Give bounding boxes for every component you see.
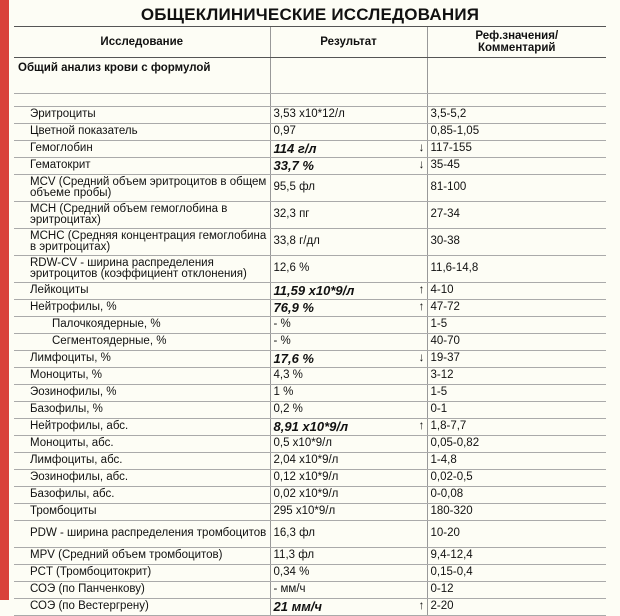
test-name: Моноциты, абс. <box>14 436 270 453</box>
red-accent-bar <box>0 0 9 600</box>
test-result: 33,7 % <box>273 158 314 174</box>
table-row <box>14 175 606 202</box>
table-row <box>14 300 606 317</box>
test-name: Гематокрит <box>14 158 270 175</box>
test-result: 114 г/л <box>273 141 317 157</box>
test-result-cell <box>270 419 427 436</box>
test-result-cell <box>270 402 427 419</box>
test-name: Палочкоядерные, % <box>14 317 270 334</box>
test-result-cell <box>270 599 427 616</box>
test-name: Эритроциты <box>14 107 270 124</box>
reference-range: 35-45 <box>427 158 606 175</box>
reference-range: 117-155 <box>427 141 606 158</box>
reference-range: 0,15-0,4 <box>427 565 606 582</box>
table-row <box>14 283 606 300</box>
table-row <box>14 317 606 334</box>
table-row <box>14 436 606 453</box>
test-name: СОЭ (по Вестергрену) <box>14 599 270 616</box>
test-result: 0,34 % <box>273 566 310 579</box>
reference-range: 81-100 <box>427 175 606 202</box>
test-name: СОЭ (по Панченкову) <box>14 582 270 599</box>
arrow-up-icon: ↑ <box>418 282 425 296</box>
test-result-cell <box>270 175 427 202</box>
table-row <box>14 548 606 565</box>
test-result: 17,6 % <box>273 351 314 367</box>
reference-range: 0-12 <box>427 582 606 599</box>
reference-range: 0-1 <box>427 402 606 419</box>
table-row <box>14 470 606 487</box>
reference-range: 40-70 <box>427 334 606 351</box>
test-result: 4,3 % <box>273 369 303 382</box>
spacer-row <box>14 94 606 107</box>
header-reference: Реф.значения/ Комментарий <box>427 27 606 58</box>
test-result: 21 мм/ч <box>273 599 322 615</box>
arrow-up-icon: ↑ <box>418 418 425 432</box>
reference-range: 9,4-12,4 <box>427 548 606 565</box>
test-result-cell <box>270 436 427 453</box>
test-name: Лимфоциты, % <box>14 351 270 368</box>
table-row <box>14 521 606 548</box>
test-result-cell <box>270 385 427 402</box>
lab-report <box>14 4 606 616</box>
test-result-cell <box>270 453 427 470</box>
test-result-cell <box>270 300 427 317</box>
test-result: 11,59 x10*9/л <box>273 283 355 299</box>
test-result: 8,91 x10*9/л <box>273 419 349 435</box>
section-empty-result <box>270 58 427 94</box>
reference-range: 27-34 <box>427 202 606 229</box>
section-row <box>14 58 606 94</box>
test-result: 1 % <box>273 386 294 399</box>
test-name: Сегментоядерные, % <box>14 334 270 351</box>
reference-range: 1-5 <box>427 317 606 334</box>
table-row <box>14 334 606 351</box>
test-result-cell <box>270 487 427 504</box>
test-name: Эозинофилы, % <box>14 385 270 402</box>
table-header-row <box>14 27 606 58</box>
test-result: 0,97 <box>273 125 296 138</box>
header-test: Исследование <box>14 27 270 58</box>
test-result: 32,3 пг <box>273 208 310 221</box>
test-result: 295 x10*9/л <box>273 505 336 518</box>
test-name: MCH (Средний объем гемоглобина в эритроцитах) <box>14 202 270 229</box>
reference-range: 1-5 <box>427 385 606 402</box>
reference-range: 180-320 <box>427 504 606 521</box>
table-row <box>14 385 606 402</box>
section-title: Общий анализ крови с формулой <box>14 58 270 94</box>
test-result: 0,2 % <box>273 403 303 416</box>
test-name: Моноциты, % <box>14 368 270 385</box>
test-name: Эозинофилы, абс. <box>14 470 270 487</box>
reference-range: 3-12 <box>427 368 606 385</box>
reference-range: 4-10 <box>427 283 606 300</box>
reference-range: 30-38 <box>427 229 606 256</box>
test-result: 0,12 x10*9/л <box>273 471 339 484</box>
test-name: Базофилы, абс. <box>14 487 270 504</box>
test-result-cell <box>270 334 427 351</box>
table-row <box>14 402 606 419</box>
reference-range: 0-0,08 <box>427 487 606 504</box>
arrow-up-icon: ↑ <box>418 299 425 313</box>
reference-range: 47-72 <box>427 300 606 317</box>
test-name: Нейтрофилы, абс. <box>14 419 270 436</box>
test-result: 95,5 фл <box>273 181 315 194</box>
test-result-cell <box>270 256 427 283</box>
test-result: 0,5 x10*9/л <box>273 437 332 450</box>
test-name: Лимфоциты, абс. <box>14 453 270 470</box>
table-row <box>14 229 606 256</box>
reference-range: 0,05-0,82 <box>427 436 606 453</box>
table-row <box>14 582 606 599</box>
reference-range: 10-20 <box>427 521 606 548</box>
arrow-down-icon: ↓ <box>418 157 425 171</box>
table-row <box>14 504 606 521</box>
test-result: 3,53 x10*12/л <box>273 108 345 121</box>
spacer-cell <box>14 94 270 107</box>
table-row <box>14 256 606 283</box>
results-table <box>14 27 606 616</box>
test-result: 2,04 x10*9/л <box>273 454 339 467</box>
test-result-cell <box>270 548 427 565</box>
arrow-down-icon: ↓ <box>418 350 425 364</box>
reference-range: 1,8-7,7 <box>427 419 606 436</box>
reference-range: 2-20 <box>427 599 606 616</box>
test-name: Цветной показатель <box>14 124 270 141</box>
test-result-cell <box>270 202 427 229</box>
table-row <box>14 368 606 385</box>
table-row <box>14 419 606 436</box>
test-result-cell <box>270 368 427 385</box>
test-name: Нейтрофилы, % <box>14 300 270 317</box>
reference-range: 1-4,8 <box>427 453 606 470</box>
arrow-up-icon: ↑ <box>418 598 425 612</box>
table-row <box>14 487 606 504</box>
arrow-down-icon: ↓ <box>418 140 425 154</box>
test-result-cell <box>270 582 427 599</box>
test-result-cell <box>270 565 427 582</box>
test-result-cell <box>270 351 427 368</box>
test-result: 12,6 % <box>273 262 310 275</box>
table-row <box>14 565 606 582</box>
test-name: PDW - ширина распределения тромбоцитов <box>14 521 270 548</box>
test-result: 0,02 x10*9/л <box>273 488 339 501</box>
test-result-cell <box>270 124 427 141</box>
test-result: - % <box>273 318 291 331</box>
test-name: PCT (Тромбоцитокрит) <box>14 565 270 582</box>
table-row <box>14 158 606 175</box>
test-result-cell <box>270 470 427 487</box>
test-name: MCHC (Средняя концентрация гемоглобина в эритроцитах) <box>14 229 270 256</box>
table-row <box>14 107 606 124</box>
test-result-cell <box>270 317 427 334</box>
test-result: 76,9 % <box>273 300 314 316</box>
test-result: - % <box>273 335 291 348</box>
test-name: RDW-CV - ширина распределения эритроцитов (коэффициент отклонения) <box>14 256 270 283</box>
reference-range: 0,85-1,05 <box>427 124 606 141</box>
table-row <box>14 599 606 616</box>
reference-range: 3,5-5,2 <box>427 107 606 124</box>
table-row <box>14 124 606 141</box>
test-result-cell <box>270 521 427 548</box>
test-name: Лейкоциты <box>14 283 270 300</box>
table-row <box>14 141 606 158</box>
test-name: Тромбоциты <box>14 504 270 521</box>
test-result: 33,8 г/дл <box>273 235 320 248</box>
test-result-cell <box>270 141 427 158</box>
reference-range: 19-37 <box>427 351 606 368</box>
test-name: MCV (Средний объем эритроцитов в общем объеме пробы) <box>14 175 270 202</box>
test-name: Базофилы, % <box>14 402 270 419</box>
test-result-cell <box>270 283 427 300</box>
header-result: Результат <box>270 27 427 58</box>
test-result: 16,3 фл <box>273 527 315 540</box>
test-result-cell <box>270 504 427 521</box>
test-result: 11,3 фл <box>273 549 315 562</box>
spacer-cell <box>270 94 427 107</box>
section-empty-ref <box>427 58 606 94</box>
report-title: ОБЩЕКЛИНИЧЕСКИЕ ИССЛЕДОВАНИЯ <box>14 4 606 27</box>
test-result-cell <box>270 158 427 175</box>
test-result-cell <box>270 229 427 256</box>
test-name: Гемоглобин <box>14 141 270 158</box>
spacer-cell <box>427 94 606 107</box>
reference-range: 0,02-0,5 <box>427 470 606 487</box>
test-result: - мм/ч <box>273 583 306 596</box>
table-row <box>14 351 606 368</box>
table-row <box>14 202 606 229</box>
reference-range: 11,6-14,8 <box>427 256 606 283</box>
test-name: MPV (Средний объем тромбоцитов) <box>14 548 270 565</box>
test-result-cell <box>270 107 427 124</box>
table-row <box>14 453 606 470</box>
